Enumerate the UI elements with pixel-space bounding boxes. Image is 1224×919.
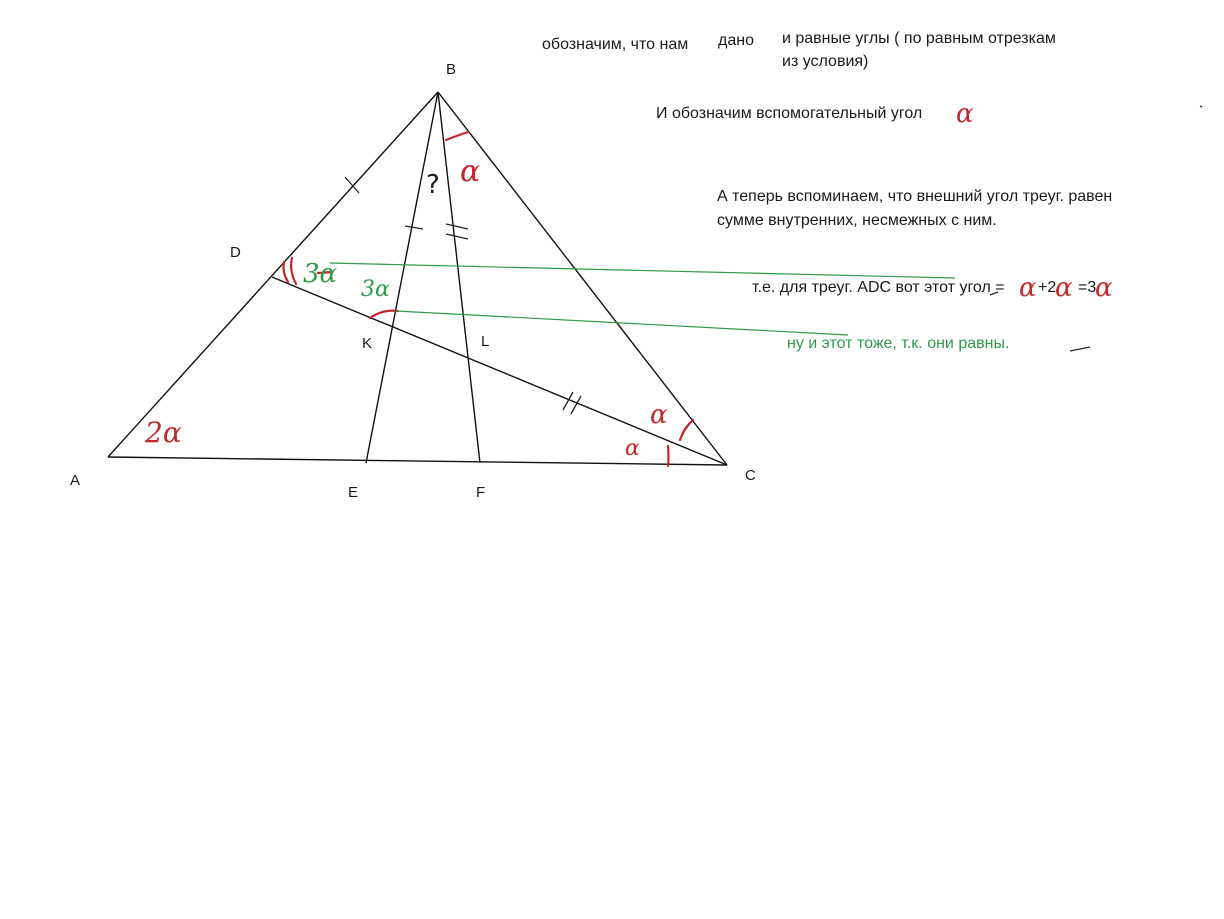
note-given-word: дано [718, 32, 754, 49]
note-exterior-2: сумме внутренних, несмежных с ним. [717, 212, 997, 229]
alpha-at-c-lower: α [625, 436, 640, 461]
angle-arc-d [284, 262, 289, 282]
note-equal-angles-1: и равные углы ( по равным отрезкам [782, 30, 1056, 47]
tick-bl-2 [446, 234, 468, 239]
alpha-at-b: α [460, 154, 481, 189]
tick-lc-2 [571, 396, 581, 414]
two-alpha-at-a: 2α [145, 416, 182, 449]
label-a: A [70, 472, 81, 489]
three-alpha-at-d: 3α [303, 259, 338, 289]
side-bc [438, 92, 727, 465]
tick-bd [345, 177, 359, 193]
note-aux-alpha: α [956, 99, 974, 129]
stray-dash-right [1070, 347, 1090, 351]
label-f: F [476, 484, 486, 501]
note-equal-angles-2: из условия) [782, 53, 869, 70]
note-adc-eq3: =3 [1078, 279, 1097, 296]
tick-bl-1 [446, 224, 468, 229]
note-adc: т.е. для треуг. ADC вот этот угол = [752, 279, 1005, 296]
note-given-prefix: обозначим, что нам [542, 36, 689, 53]
segment-dc [272, 277, 727, 465]
angle-marks [284, 132, 694, 466]
label-b: B [446, 61, 457, 78]
note-aux-angle: И обозначим вспомогательный угол [656, 105, 923, 122]
tick-bk [405, 226, 423, 229]
label-l: L [481, 333, 490, 350]
note-adc-alpha-2: α [1055, 273, 1073, 303]
side-ab [108, 92, 438, 457]
pointer-ray-d [330, 263, 955, 278]
note-also-equal: ну и этот тоже, т.к. они равны. [787, 335, 1010, 352]
question-mark: ? [426, 170, 440, 200]
label-e: E [348, 484, 359, 501]
three-alpha-at-k: 3α [361, 277, 390, 302]
angle-arc-c-upper [680, 420, 693, 440]
angle-arc-c-lower [668, 446, 669, 466]
note-exterior-1: А теперь вспоминаем, что внешний угол треуг. равен [717, 188, 1113, 205]
note-adc-alpha-3: α [1095, 273, 1113, 303]
note-adc-alpha-1: α [1019, 273, 1037, 303]
note-adc-plus2: +2 [1038, 279, 1057, 296]
angle-arc-d-2 [291, 258, 296, 284]
label-k: K [362, 335, 373, 352]
label-c: C [745, 467, 756, 484]
triangle-figure [108, 92, 727, 465]
segment-bf [438, 92, 480, 463]
alpha-at-c-upper: α [650, 400, 668, 430]
label-d: D [230, 244, 241, 261]
stray-dot [1200, 106, 1202, 107]
angle-arc-b [446, 132, 468, 140]
